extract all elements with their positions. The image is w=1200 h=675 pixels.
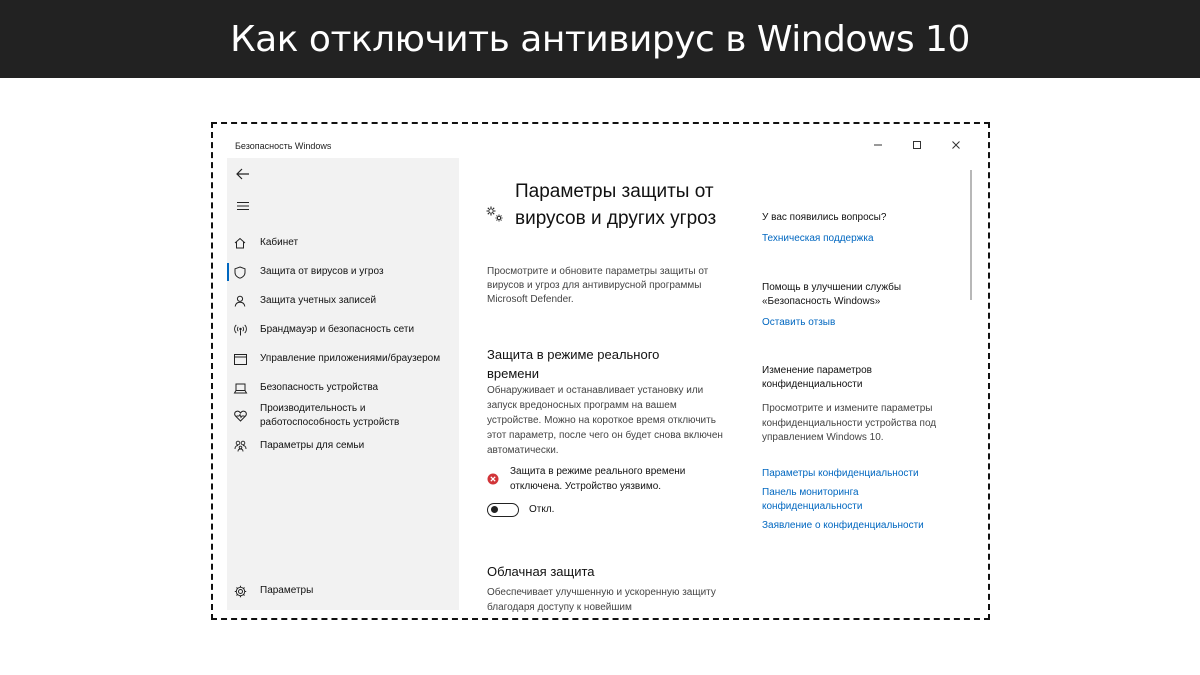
banner-title: Как отключить антивирус в Windows 10	[230, 18, 970, 60]
sidebar-item-label: Брандмауэр и безопасность сети	[260, 324, 415, 335]
shield-icon	[233, 265, 247, 279]
sidebar-item-firewall[interactable]	[227, 321, 459, 339]
feedback-link[interactable]: Оставить отзыв	[762, 317, 836, 328]
toggle-state-label: Откл.	[529, 504, 555, 515]
sidebar-item-account-protection[interactable]	[227, 292, 459, 310]
realtime-protection-title: Защита в режиме реального времени	[487, 347, 660, 381]
page-description: Просмотрите и обновите параметры защиты от вирусов и угроз для антивирусной программы Microsoft Defender.	[487, 266, 709, 305]
cloud-protection-title: Облачная защита	[487, 564, 595, 579]
realtime-protection-toggle[interactable]	[487, 503, 519, 517]
home-icon	[233, 236, 247, 250]
cloud-protection-description: Обеспечивает улучшенную и ускоренную защиту благодаря доступу к новейшим	[487, 587, 716, 613]
sidebar-item-label: Безопасность устройства	[260, 382, 379, 393]
family-icon	[233, 439, 247, 453]
close-button[interactable]	[936, 132, 975, 158]
sidebar-item-family-options[interactable]	[227, 437, 459, 455]
window-title: Безопасность Windows	[235, 141, 332, 151]
gear-icon	[233, 584, 247, 598]
sidebar-item-app-browser-control[interactable]	[227, 350, 459, 368]
error-icon	[487, 472, 499, 484]
sidebar-item-settings[interactable]	[227, 582, 459, 600]
laptop-icon	[233, 381, 247, 395]
realtime-protection-description: Обнаруживает и останавливает установку или запуск вредоносных программ на вашем устройстве. Можно на короткое время отключить этот параметр, после чего он будет снова включен автоматически.	[487, 385, 723, 456]
heart-pulse-icon	[233, 409, 247, 423]
app-window	[227, 132, 975, 613]
hamburger-menu-button[interactable]	[232, 195, 254, 217]
window-controls	[858, 132, 975, 158]
feedback-heading: Помощь в улучшении службы «Безопасность Windows»	[762, 282, 902, 307]
warning-text: Защита в режиме реального времени отключена. Устройство уязвимо.	[510, 466, 686, 492]
sidebar-item-home[interactable]	[227, 234, 459, 252]
minimize-button[interactable]	[858, 132, 897, 158]
person-icon	[233, 294, 247, 308]
sidebar-item-device-performance[interactable]	[227, 401, 459, 431]
privacy-dashboard-link[interactable]: Панель мониторинга конфиденциальности	[762, 487, 863, 512]
sidebar-item-label: Управление приложениями/браузером	[260, 353, 441, 364]
sidebar-item-label: Защита учетных записей	[260, 295, 377, 306]
sidebar	[227, 158, 459, 610]
sidebar-item-label: Параметры для семьи	[260, 440, 365, 451]
back-button[interactable]	[232, 163, 254, 185]
header-banner	[0, 0, 1200, 78]
sidebar-item-label: Кабинет	[260, 237, 299, 248]
toggle-knob	[491, 506, 498, 513]
sidebar-item-label: Защита от вирусов и угроз	[260, 266, 384, 277]
tech-support-link[interactable]: Техническая поддержка	[762, 233, 874, 244]
back-arrow-icon	[236, 168, 250, 180]
gears-icon	[484, 203, 506, 225]
scroll-thumb[interactable]	[970, 170, 972, 300]
privacy-description: Просмотрите и измените параметры конфиденциальности устройства под управлением Windows 10.	[762, 403, 937, 443]
sidebar-item-virus-protection[interactable]	[227, 263, 459, 281]
maximize-icon	[912, 140, 922, 150]
sidebar-item-label: Производительность и работоспособность устройств	[260, 403, 400, 428]
maximize-button[interactable]	[897, 132, 936, 158]
privacy-heading: Изменение параметров конфиденциальности	[762, 365, 872, 390]
page-title: Параметры защиты от вирусов и других угроз	[515, 181, 717, 229]
close-icon	[951, 140, 961, 150]
wireless-icon	[233, 323, 247, 337]
sidebar-item-label: Параметры	[260, 585, 314, 596]
scrollbar[interactable]	[967, 158, 975, 610]
hamburger-icon	[237, 201, 249, 211]
questions-heading: У вас появились вопросы?	[762, 212, 887, 223]
title-bar	[227, 132, 975, 158]
browser-window-icon	[233, 352, 247, 366]
sidebar-item-device-security[interactable]	[227, 379, 459, 397]
privacy-settings-link[interactable]: Параметры конфиденциальности	[762, 468, 919, 479]
minimize-icon	[873, 140, 883, 150]
privacy-statement-link[interactable]: Заявление о конфиденциальности	[762, 520, 924, 531]
